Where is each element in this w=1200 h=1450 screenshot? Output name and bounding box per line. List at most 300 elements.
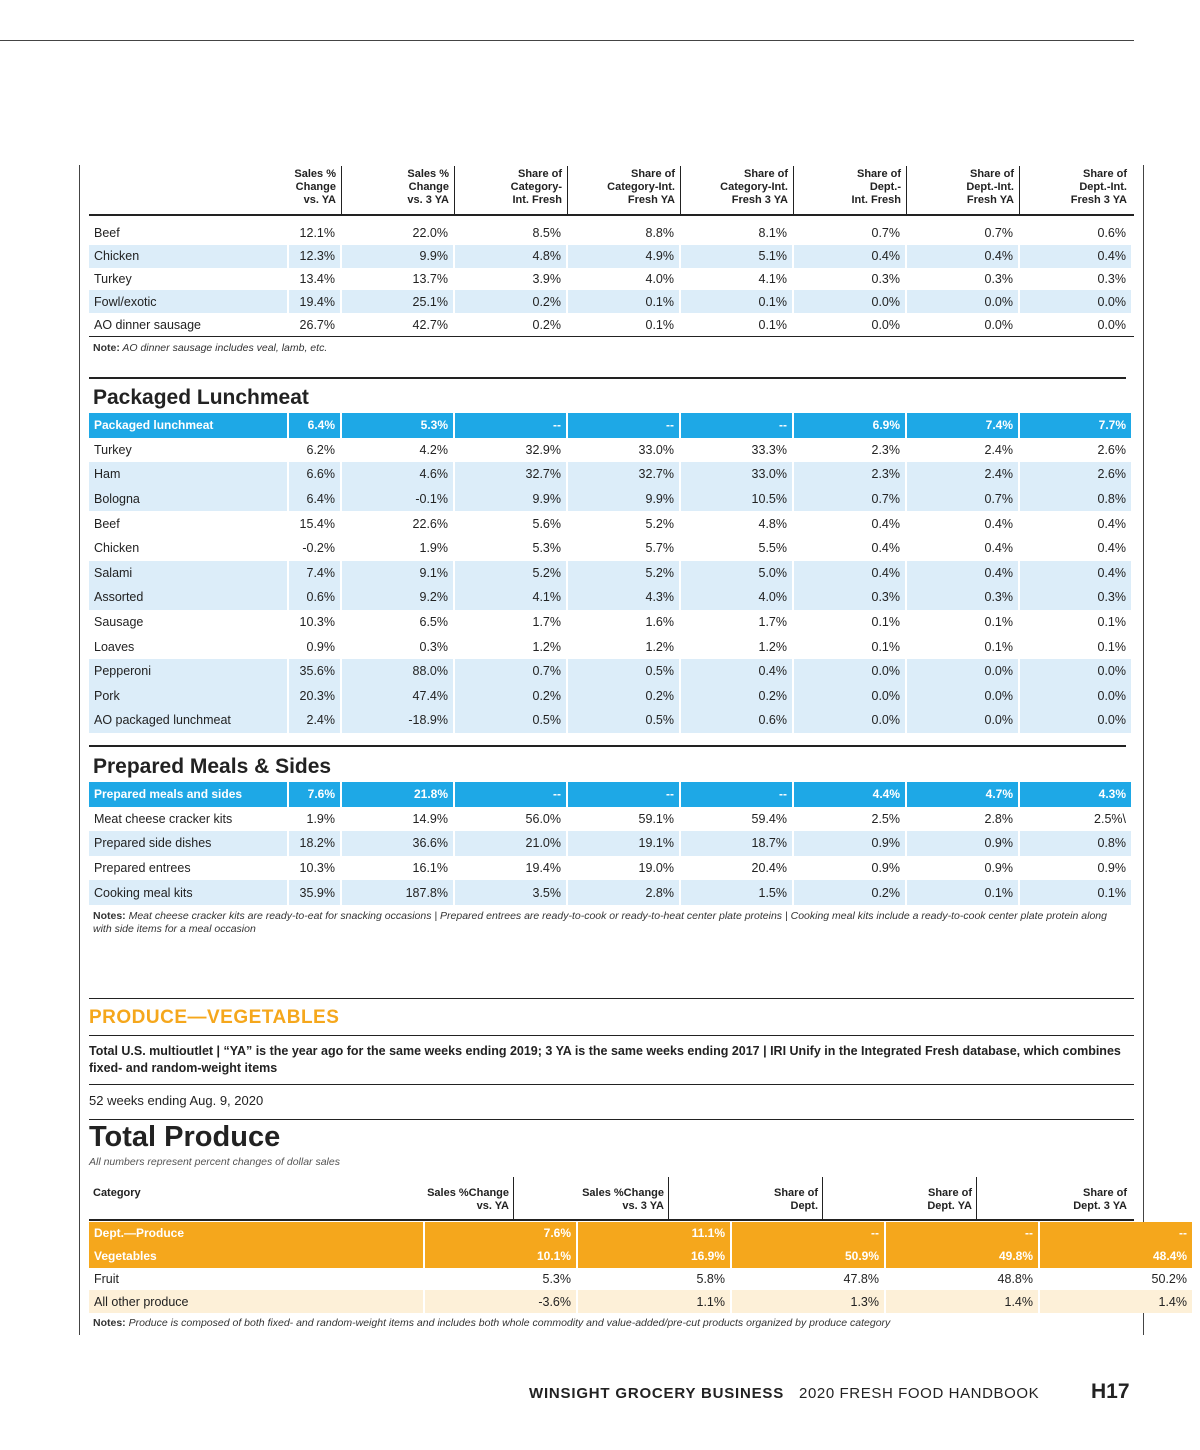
table-cell: 33.0%	[681, 462, 792, 487]
table-row	[89, 222, 1131, 245]
table-row	[89, 1245, 1192, 1268]
table-cell: 19.4%	[455, 856, 566, 881]
table-cell: 0.1%	[1020, 610, 1131, 635]
table-cell: 1.3%	[732, 1290, 884, 1313]
table-cell: 6.6%	[289, 462, 340, 487]
table-cell: 0.1%	[794, 634, 905, 659]
table-cell: 1.2%	[455, 634, 566, 659]
table-cell: 3.9%	[455, 268, 566, 291]
table-cell: 8.5%	[455, 222, 566, 245]
table-cell: 0.4%	[794, 245, 905, 268]
table-cell: 9.9%	[455, 487, 566, 512]
table-cell: 32.9%	[455, 438, 566, 463]
table-cell: 59.4%	[681, 807, 792, 832]
left-margin-rule	[79, 165, 80, 1335]
produce-header-sales-3ya: Sales %Change vs. 3 YA	[582, 1187, 664, 1212]
table-cell: 4.8%	[455, 245, 566, 268]
prepared-note: Notes: Meat cheese cracker kits are ready-to-eat for snacking occasions | Prepared entrees are ready-to-cook or ready-to-heat center plate proteins | Cooking meal kits include a ready-to-cook center plate protein along with side items for a meal occasion	[93, 910, 1107, 935]
row-label: Cooking meal kits	[89, 880, 287, 905]
table-cell: 8.1%	[681, 222, 792, 245]
right-margin-rule	[1143, 165, 1144, 1335]
table-cell: 0.3%	[1020, 585, 1131, 610]
table-cell: 0.2%	[455, 313, 566, 336]
table-cell: 0.0%	[794, 290, 905, 313]
table-cell: 25.1%	[342, 290, 453, 313]
table-row	[89, 462, 1131, 487]
table-cell: 36.6%	[342, 831, 453, 856]
header-sales-change-3ya: Sales % Change vs. 3 YA	[407, 168, 449, 206]
row-label: Fruit	[89, 1268, 423, 1291]
table-cell: 4.7%	[907, 782, 1018, 807]
table-cell: 0.4%	[794, 511, 905, 536]
table-cell: 0.9%	[907, 856, 1018, 881]
header-divider	[454, 166, 455, 216]
table-cell: 5.2%	[568, 511, 679, 536]
table-cell: 0.9%	[794, 831, 905, 856]
table-cell: 0.4%	[1020, 536, 1131, 561]
row-label: Chicken	[89, 245, 287, 268]
table-cell: 10.3%	[289, 856, 340, 881]
header-divider	[906, 166, 907, 216]
table-cell: 0.0%	[1020, 708, 1131, 733]
footer-page-number: H17	[1091, 1380, 1130, 1403]
table-cell: 5.7%	[568, 536, 679, 561]
produce-header-sales-ya: Sales %Change vs. YA	[427, 1187, 509, 1212]
prepared-table	[87, 782, 1133, 905]
table-cell: 0.6%	[681, 708, 792, 733]
table-row	[89, 659, 1131, 684]
table-cell: 3.5%	[455, 880, 566, 905]
table-cell: 0.4%	[794, 561, 905, 586]
column-header	[89, 166, 1134, 216]
table-cell: 4.6%	[342, 462, 453, 487]
table-cell: 0.7%	[907, 222, 1018, 245]
header-share-dept-3ya: Share of Dept.-Int. Fresh 3 YA	[1070, 168, 1127, 206]
table-cell: 0.1%	[568, 313, 679, 336]
table-cell: 0.2%	[681, 684, 792, 709]
table-row	[89, 856, 1131, 881]
table-cell: 32.7%	[455, 462, 566, 487]
table-cell: 11.1%	[578, 1222, 730, 1245]
header-divider	[341, 166, 342, 216]
table-cell: 4.1%	[455, 585, 566, 610]
row-label: Beef	[89, 511, 287, 536]
table-cell: 5.8%	[578, 1268, 730, 1291]
table-cell: 1.9%	[289, 807, 340, 832]
row-label: Prepared meals and sides	[89, 782, 287, 807]
row-label: Turkey	[89, 268, 287, 291]
table-cell: 26.7%	[289, 313, 340, 336]
row-label: Packaged lunchmeat	[89, 413, 287, 438]
table-cell: 0.7%	[455, 659, 566, 684]
row-label: Meat cheese cracker kits	[89, 807, 287, 832]
table-cell: 33.0%	[568, 438, 679, 463]
table-cell: 19.1%	[568, 831, 679, 856]
table-cell: 42.7%	[342, 313, 453, 336]
table-cell: 7.4%	[289, 561, 340, 586]
lunchmeat-table	[87, 413, 1133, 733]
row-label: Vegetables	[89, 1245, 423, 1268]
table-cell: -3.6%	[425, 1290, 576, 1313]
table-cell: 0.0%	[794, 708, 905, 733]
table-cell: 0.4%	[1020, 561, 1131, 586]
produce-header-category: Category	[93, 1187, 141, 1199]
table-cell: 2.5%\	[1020, 807, 1131, 832]
table-cell: 0.7%	[794, 222, 905, 245]
table-cell: 1.5%	[681, 880, 792, 905]
table-cell: 2.4%	[907, 462, 1018, 487]
table-cell: 0.3%	[1020, 268, 1131, 291]
header-sales-change-ya: Sales % Change vs. YA	[294, 168, 336, 206]
table-cell: 1.4%	[1040, 1290, 1192, 1313]
table-cell: 0.3%	[794, 268, 905, 291]
row-label: Pork	[89, 684, 287, 709]
table-row	[89, 585, 1131, 610]
table-cell: --	[568, 413, 679, 438]
summary-row	[89, 782, 1131, 807]
section-rule	[89, 377, 1126, 379]
table-cell: 21.0%	[455, 831, 566, 856]
table-cell: 18.2%	[289, 831, 340, 856]
table-row	[89, 313, 1131, 336]
table-cell: 0.4%	[907, 536, 1018, 561]
table-cell: 0.1%	[794, 610, 905, 635]
table-cell: 0.7%	[907, 487, 1018, 512]
table-cell: 0.0%	[794, 684, 905, 709]
table-cell: 0.9%	[1020, 856, 1131, 881]
table-cell: 0.1%	[1020, 634, 1131, 659]
table-cell: 0.1%	[1020, 880, 1131, 905]
table-cell: 10.1%	[425, 1245, 576, 1268]
table-cell: 0.2%	[794, 880, 905, 905]
table-cell: 0.2%	[568, 684, 679, 709]
table-cell: 5.0%	[681, 561, 792, 586]
row-label: Beef	[89, 222, 287, 245]
header-share-category: Share of Category- Int. Fresh	[510, 168, 562, 206]
row-label: AO packaged lunchmeat	[89, 708, 287, 733]
table-cell: 0.1%	[568, 290, 679, 313]
produce-description: Total U.S. multioutlet | “YA” is the year ago for the same weeks ending 2019; 3 YA is the same weeks ending 2017 | IRI Unify in the Integrated Fresh database, which combines fixed- and random-weight items	[89, 1044, 1121, 1075]
table-cell: 187.8%	[342, 880, 453, 905]
table-cell: 5.3%	[342, 413, 453, 438]
prepared-title: Prepared Meals & Sides	[93, 755, 332, 778]
table-cell: 5.3%	[455, 536, 566, 561]
row-label: AO dinner sausage	[89, 313, 287, 336]
table-cell: 0.0%	[794, 313, 905, 336]
table-cell: 0.1%	[907, 880, 1018, 905]
table-cell: 1.9%	[342, 536, 453, 561]
row-label: Sausage	[89, 610, 287, 635]
header-divider	[793, 166, 794, 216]
table-cell: 7.6%	[425, 1222, 576, 1245]
table-cell: 5.6%	[455, 511, 566, 536]
divider	[89, 998, 1134, 999]
row-label: Loaves	[89, 634, 287, 659]
table-cell: 1.7%	[455, 610, 566, 635]
header-share-dept: Share of Dept.- Int. Fresh	[851, 168, 901, 206]
produce-header-share-dept-3ya: Share of Dept. 3 YA	[1073, 1187, 1127, 1212]
row-label: Prepared entrees	[89, 856, 287, 881]
top-rule	[0, 40, 1134, 41]
table-cell: 35.6%	[289, 659, 340, 684]
table-row	[89, 1268, 1192, 1291]
table-cell: 4.0%	[568, 268, 679, 291]
table-cell: 5.1%	[681, 245, 792, 268]
table-cell: 7.7%	[1020, 413, 1131, 438]
summary-row	[89, 413, 1131, 438]
table-row	[89, 634, 1131, 659]
header-share-category-3ya: Share of Category-Int. Fresh 3 YA	[720, 168, 788, 206]
table-cell: 0.0%	[1020, 659, 1131, 684]
table-row	[89, 831, 1131, 856]
table-cell: 0.4%	[1020, 245, 1131, 268]
footer-publication: WINSIGHT GROCERY BUSINESS	[529, 1385, 785, 1402]
table-cell: 0.4%	[681, 659, 792, 684]
table-cell: 4.3%	[1020, 782, 1131, 807]
meat-note: Note: AO dinner sausage includes veal, lamb, etc.	[93, 342, 328, 354]
table-cell: 13.7%	[342, 268, 453, 291]
table-cell: 9.9%	[568, 487, 679, 512]
table-cell: 32.7%	[568, 462, 679, 487]
table-cell: 21.8%	[342, 782, 453, 807]
table-cell: 0.1%	[681, 313, 792, 336]
table-cell: 0.0%	[1020, 290, 1131, 313]
produce-header-share-dept-ya: Share of Dept. YA	[927, 1187, 972, 1212]
divider	[89, 336, 1134, 337]
table-cell: 0.0%	[907, 290, 1018, 313]
table-row	[89, 708, 1131, 733]
row-label: Fowl/exotic	[89, 290, 287, 313]
table-cell: 0.9%	[794, 856, 905, 881]
table-cell: 0.4%	[907, 511, 1018, 536]
table-cell: 12.1%	[289, 222, 340, 245]
table-cell: 0.4%	[794, 536, 905, 561]
table-cell: 0.0%	[794, 659, 905, 684]
header-divider	[976, 1177, 977, 1221]
table-cell: 16.1%	[342, 856, 453, 881]
table-cell: 6.2%	[289, 438, 340, 463]
table-cell: --	[455, 413, 566, 438]
table-cell: 9.2%	[342, 585, 453, 610]
table-cell: 47.8%	[732, 1268, 884, 1291]
table-cell: 88.0%	[342, 659, 453, 684]
table-cell: 6.4%	[289, 487, 340, 512]
table-cell: 59.1%	[568, 807, 679, 832]
table-cell: 22.6%	[342, 511, 453, 536]
table-cell: 1.7%	[681, 610, 792, 635]
table-cell: 33.3%	[681, 438, 792, 463]
table-cell: 9.1%	[342, 561, 453, 586]
row-label: Salami	[89, 561, 287, 586]
table-cell: 0.5%	[568, 708, 679, 733]
table-cell: 12.3%	[289, 245, 340, 268]
table-cell: --	[681, 413, 792, 438]
divider	[89, 1119, 1134, 1120]
header-divider	[513, 1177, 514, 1221]
table-cell: --	[681, 782, 792, 807]
divider	[89, 1084, 1134, 1085]
table-cell: 10.3%	[289, 610, 340, 635]
table-cell: 50.9%	[732, 1245, 884, 1268]
table-cell: 5.3%	[425, 1268, 576, 1291]
table-cell: 0.9%	[289, 634, 340, 659]
row-label: Prepared side dishes	[89, 831, 287, 856]
table-cell: 6.4%	[289, 413, 340, 438]
header-divider	[680, 166, 681, 216]
table-cell: 1.4%	[886, 1290, 1038, 1313]
table-cell: 1.1%	[578, 1290, 730, 1313]
produce-table	[87, 1222, 1194, 1313]
table-cell: 18.7%	[681, 831, 792, 856]
header-divider	[668, 1177, 669, 1221]
table-cell: 0.0%	[907, 708, 1018, 733]
table-cell: 13.4%	[289, 268, 340, 291]
table-cell: 49.8%	[886, 1245, 1038, 1268]
table-cell: 48.8%	[886, 1268, 1038, 1291]
table-cell: 35.9%	[289, 880, 340, 905]
table-cell: 0.1%	[907, 634, 1018, 659]
produce-header-share-dept: Share of Dept.	[773, 1187, 818, 1212]
table-cell: 6.9%	[794, 413, 905, 438]
table-cell: 14.9%	[342, 807, 453, 832]
table-cell: 0.8%	[1020, 487, 1131, 512]
table-row	[89, 561, 1131, 586]
table-cell: 19.0%	[568, 856, 679, 881]
row-label: All other produce	[89, 1290, 423, 1313]
table-cell: 0.1%	[681, 290, 792, 313]
row-label: Assorted	[89, 585, 287, 610]
table-cell: --	[732, 1222, 884, 1245]
table-cell: 0.2%	[455, 290, 566, 313]
header-share-category-ya: Share of Category-Int. Fresh YA	[607, 168, 675, 206]
header-divider	[1019, 166, 1020, 216]
table-row	[89, 245, 1131, 268]
divider	[89, 1035, 1134, 1036]
table-cell: 48.4%	[1040, 1245, 1192, 1268]
table-cell: 50.2%	[1040, 1268, 1192, 1291]
table-cell: 8.8%	[568, 222, 679, 245]
table-cell: 1.2%	[568, 634, 679, 659]
table-cell: 7.4%	[907, 413, 1018, 438]
table-cell: 2.4%	[289, 708, 340, 733]
table-cell: 5.2%	[568, 561, 679, 586]
header-divider	[567, 166, 568, 216]
table-cell: 2.6%	[1020, 438, 1131, 463]
table-cell: --	[568, 782, 679, 807]
table-cell: 0.3%	[907, 268, 1018, 291]
table-cell: -0.2%	[289, 536, 340, 561]
table-cell: 2.5%	[794, 807, 905, 832]
table-cell: 1.2%	[681, 634, 792, 659]
row-label: Dept.—Produce	[89, 1222, 423, 1245]
table-row	[89, 610, 1131, 635]
table-cell: 16.9%	[578, 1245, 730, 1268]
table-cell: 0.3%	[342, 634, 453, 659]
table-row	[89, 536, 1131, 561]
lunchmeat-title: Packaged Lunchmeat	[93, 386, 309, 409]
table-cell: --	[886, 1222, 1038, 1245]
table-cell: 0.0%	[1020, 313, 1131, 336]
table-cell: 0.3%	[907, 585, 1018, 610]
table-cell: 2.8%	[568, 880, 679, 905]
table-cell: 0.4%	[907, 561, 1018, 586]
table-cell: -0.1%	[342, 487, 453, 512]
table-cell: 0.1%	[907, 610, 1018, 635]
footer-handbook: 2020 FRESH FOOD HANDBOOK	[799, 1385, 1040, 1402]
table-row	[89, 290, 1131, 313]
total-produce-subtitle: All numbers represent percent changes of dollar sales	[89, 1156, 340, 1168]
table-cell: 4.9%	[568, 245, 679, 268]
table-row	[89, 268, 1131, 291]
table-cell: 15.4%	[289, 511, 340, 536]
table-cell: --	[455, 782, 566, 807]
produce-section-title: PRODUCE—VEGETABLES	[89, 1007, 340, 1028]
table-row	[89, 1290, 1192, 1313]
table-cell: 5.5%	[681, 536, 792, 561]
table-cell: 56.0%	[455, 807, 566, 832]
table-cell: 0.5%	[568, 659, 679, 684]
meat-table	[87, 222, 1133, 336]
table-cell: 4.1%	[681, 268, 792, 291]
table-cell: 0.0%	[907, 313, 1018, 336]
table-cell: 4.0%	[681, 585, 792, 610]
table-cell: 9.9%	[342, 245, 453, 268]
row-label: Ham	[89, 462, 287, 487]
row-label: Bologna	[89, 487, 287, 512]
table-cell: -18.9%	[342, 708, 453, 733]
table-cell: 2.3%	[794, 462, 905, 487]
table-cell: 0.4%	[1020, 511, 1131, 536]
table-cell: 2.6%	[1020, 462, 1131, 487]
table-cell: 0.6%	[1020, 222, 1131, 245]
table-cell: 0.4%	[907, 245, 1018, 268]
table-cell: 20.4%	[681, 856, 792, 881]
table-cell: 19.4%	[289, 290, 340, 313]
table-cell: 22.0%	[342, 222, 453, 245]
table-cell: 0.0%	[907, 684, 1018, 709]
table-cell: 4.8%	[681, 511, 792, 536]
table-cell: --	[1040, 1222, 1192, 1245]
header-divider	[822, 1177, 823, 1221]
table-row	[89, 880, 1131, 905]
produce-note: Notes: Produce is composed of both fixed- and random-weight items and includes both whole commodity and value-added/pre-cut products organized by produce category	[93, 1317, 891, 1329]
table-cell: 0.3%	[794, 585, 905, 610]
table-row	[89, 807, 1131, 832]
table-cell: 4.4%	[794, 782, 905, 807]
table-cell: 20.3%	[289, 684, 340, 709]
table-cell: 2.4%	[907, 438, 1018, 463]
table-row	[89, 511, 1131, 536]
row-label: Chicken	[89, 536, 287, 561]
table-cell: 0.8%	[1020, 831, 1131, 856]
table-cell: 2.3%	[794, 438, 905, 463]
table-cell: 0.7%	[794, 487, 905, 512]
row-label: Turkey	[89, 438, 287, 463]
header-share-dept-ya: Share of Dept.-Int. Fresh YA	[966, 168, 1014, 206]
section-rule	[89, 745, 1126, 747]
table-cell: 0.2%	[455, 684, 566, 709]
table-cell: 4.3%	[568, 585, 679, 610]
table-cell: 0.9%	[907, 831, 1018, 856]
table-cell: 5.2%	[455, 561, 566, 586]
total-produce-title: Total Produce	[89, 1121, 281, 1153]
table-cell: 0.0%	[1020, 684, 1131, 709]
table-row	[89, 1222, 1192, 1245]
table-row	[89, 438, 1131, 463]
table-cell: 47.4%	[342, 684, 453, 709]
table-cell: 0.6%	[289, 585, 340, 610]
table-cell: 10.5%	[681, 487, 792, 512]
